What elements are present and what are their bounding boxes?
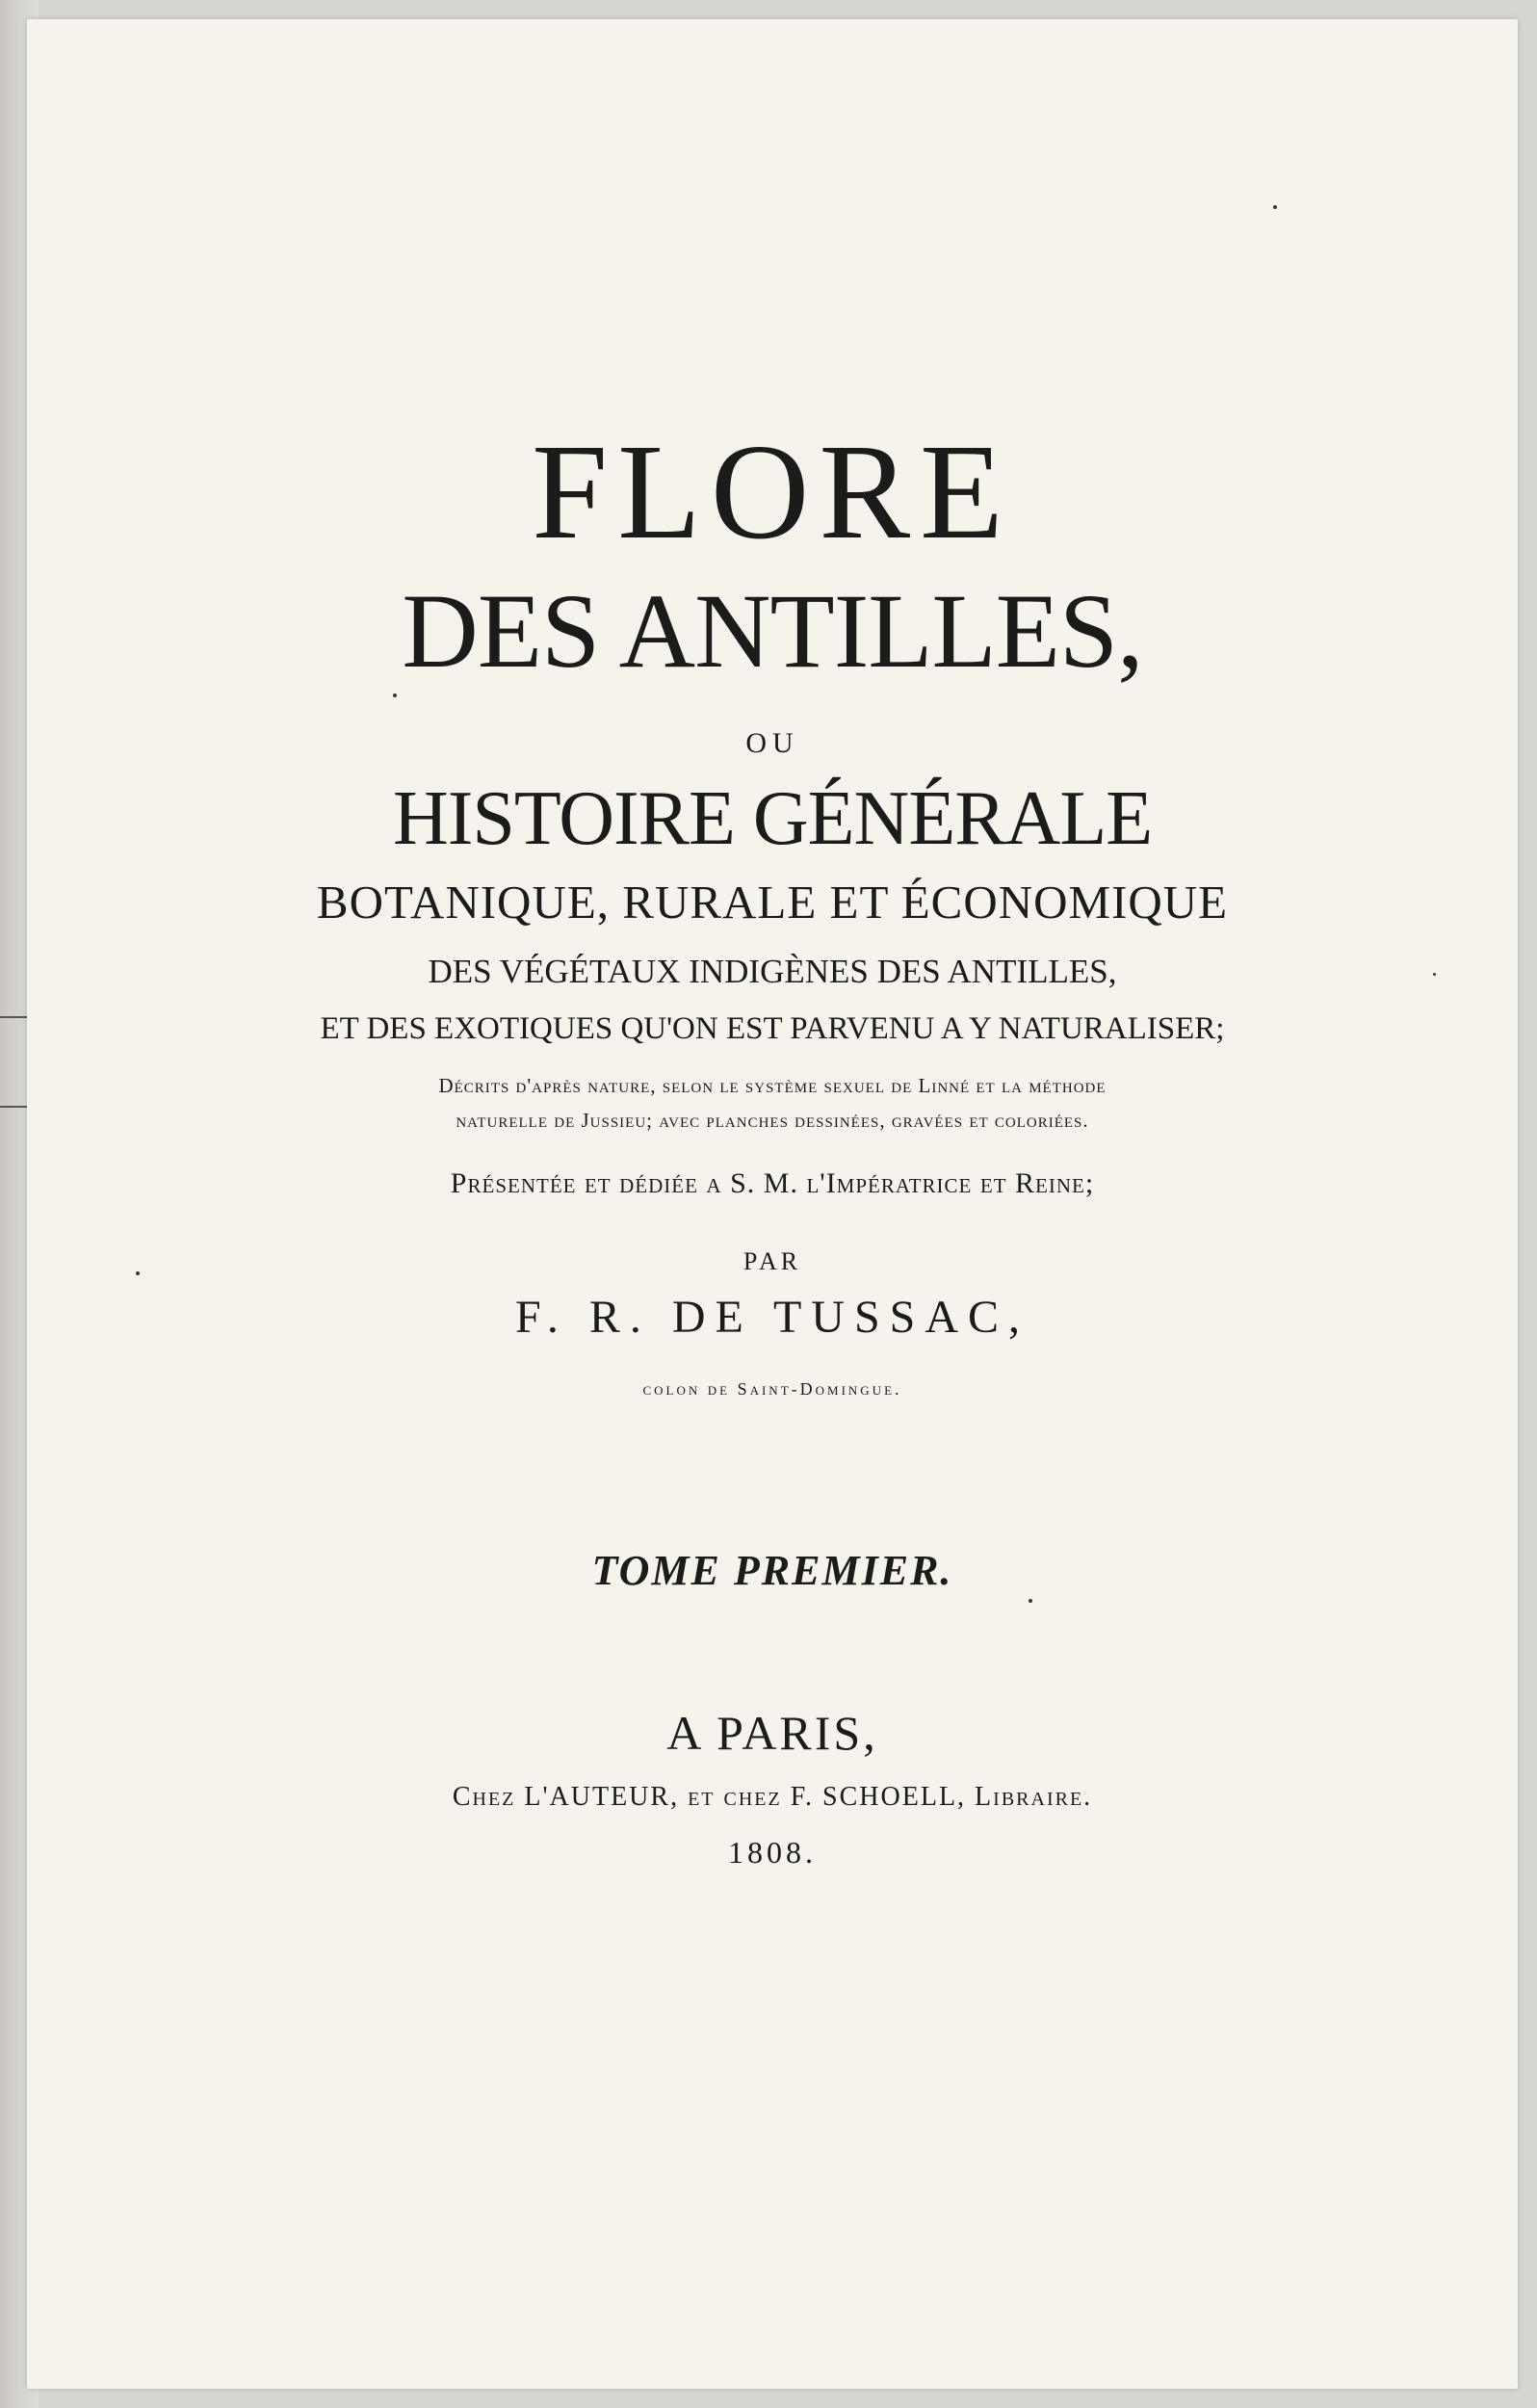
author-title: colon de Saint-Domingue. [642,1379,902,1399]
paper-speck [393,694,397,697]
by-label: PAR [742,1247,802,1275]
paper-speck [1273,205,1277,209]
volume-label: TOME PREMIER. [591,1547,953,1594]
description-line-1: Décrits d'après nature, selon le système sexuel de Linné et la méthode [438,1074,1107,1097]
author-name: F. R. DE TUSSAC, [514,1292,1030,1343]
subtitle-exotiques: ET DES EXOTIQUES QU'ON EST PARVENU A Y NATURALISER; [320,1011,1225,1046]
title-histoire-generale: HISTOIRE GÉNÉRALE [392,776,1153,861]
paper-speck [1029,1599,1032,1603]
publisher: Chez L'AUTEUR, et chez F. SCHOELL, Libraire. [452,1782,1093,1812]
subtitle-vegetaux: DES VÉGÉTAUX INDIGÈNES DES ANTILLES, [428,953,1117,990]
title-connector: OU [745,727,799,759]
title-flore: FLORE [532,415,1013,567]
dedication: Présentée et dédiée a S. M. l'Impératrice et Reine; [450,1167,1095,1199]
subtitle-botanique: BOTANIQUE, RURALE ET ÉCONOMIQUE [316,876,1229,929]
description-line-2: naturelle de Jussieu; avec planches dessinées, gravées et coloriées. [456,1109,1089,1132]
title-des-antilles: DES ANTILLES, [402,572,1143,690]
title-page [27,19,1518,2389]
paper-speck [136,1271,140,1275]
paper-speck [1433,973,1436,976]
publication-year: 1808. [728,1835,817,1870]
publication-city: A PARIS, [666,1706,878,1760]
